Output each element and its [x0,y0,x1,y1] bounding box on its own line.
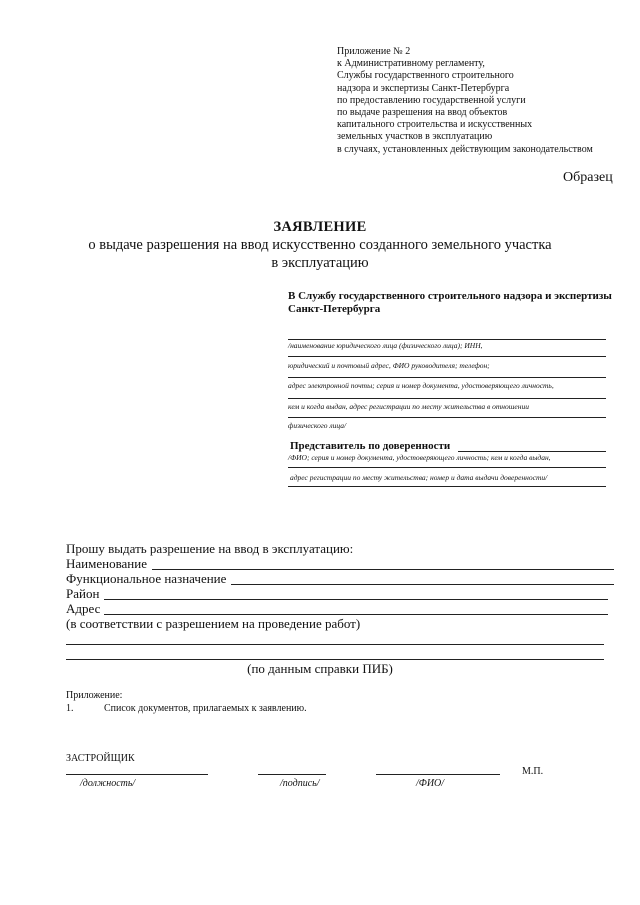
applicant-hint: кем и когда выдан, адрес регистрации по месту жительства в отношении [288,402,529,411]
applicant-field-line[interactable] [288,356,606,357]
appendix-reference [337,46,593,156]
appendix-line: по предоставлению государственной услуги [337,94,526,106]
function-field-line[interactable] [231,584,614,585]
extra-field-line[interactable] [66,644,604,645]
sample-label: Образец [563,170,613,185]
representative-field-line[interactable] [458,451,606,452]
fio-field-line[interactable] [376,774,500,775]
attachment-heading: Приложение: [66,690,123,701]
address-field-line[interactable] [104,614,608,615]
fio-hint: /ФИО/ [416,778,445,789]
applicant-hint: /наименование юридического лица (физического лица); ИНН, [288,341,483,350]
applicant-hint: юридический и почтовый адрес, ФИО руководителя; телефон; [288,361,490,370]
applicant-field-line[interactable] [288,377,606,378]
representative-field-line[interactable] [288,467,606,468]
appendix-line: к Административному регламенту, [337,58,485,70]
appendix-line: по выдаче разрешения на ввод объектов [337,107,508,119]
request-intro: Прошу выдать разрешение на ввод в эксплуатацию: [66,541,354,556]
applicant-field-line[interactable] [288,339,606,340]
applicant-hint: адрес электронной почты; серия и номер документа, удостоверяющего личность, [288,381,554,390]
applicant-field-line[interactable] [288,417,606,418]
representative-label: Представитель по доверенности [290,440,451,452]
addressee-line: Санкт-Петербурга [288,303,381,315]
stamp-label: М.П. [522,766,544,777]
position-field-line[interactable] [66,774,208,775]
developer-label: ЗАСТРОЙЩИК [66,753,135,764]
applicant-field-line[interactable] [288,398,606,399]
document-title: ЗАЯВЛЕНИЕ [273,219,367,235]
document-subtitle-continued: в эксплуатацию [271,255,369,271]
applicant-hint: физического лица/ [288,421,347,430]
document-subtitle: о выдаче разрешения на ввод искусственно созданного земельного участка [88,237,552,253]
signature-field-line[interactable] [258,774,326,775]
position-hint: /должность/ [80,778,136,789]
representative-hint: /ФИО; серия и номер документа, удостоверяющего личность; кем и когда выдан, [288,453,551,462]
appendix-line: капитального строительства и искусственных [337,119,533,131]
representative-hint: адрес регистрации по месту жительства; номер и дата выдачи доверенности/ [290,473,548,482]
appendix-line: Приложение № 2 [337,46,411,57]
appendix-line: надзора и экспертизы Санкт-Петербурга [337,82,510,94]
signature-hint: /подпись/ [280,778,320,789]
pib-note: (по данным справки ПИБ) [247,661,393,676]
representative-field-line[interactable] [288,486,606,487]
attachment-item-text: Список документов, прилагаемых к заявлению. [104,703,307,714]
address-label: Адрес [66,601,101,616]
appendix-line: в случаях, установленных действующим законодательством [337,143,593,155]
appendix-line: Службы государственного строительного [337,70,514,82]
appendix-line: земельных участков в эксплуатацию [337,131,493,143]
addressee-line: В Службу государственного строительного надзора и экспертизы [288,290,612,302]
name-field-line[interactable] [152,569,614,570]
district-field-line[interactable] [104,599,608,600]
name-label: Наименование [66,556,147,571]
function-label: Функциональное назначение [66,571,227,586]
permit-note: (в соответствии с разрешением на проведение работ) [66,616,361,631]
attachment-item-number: 1. [66,703,74,714]
extra-field-line[interactable] [66,659,604,660]
district-label: Район [66,586,100,601]
